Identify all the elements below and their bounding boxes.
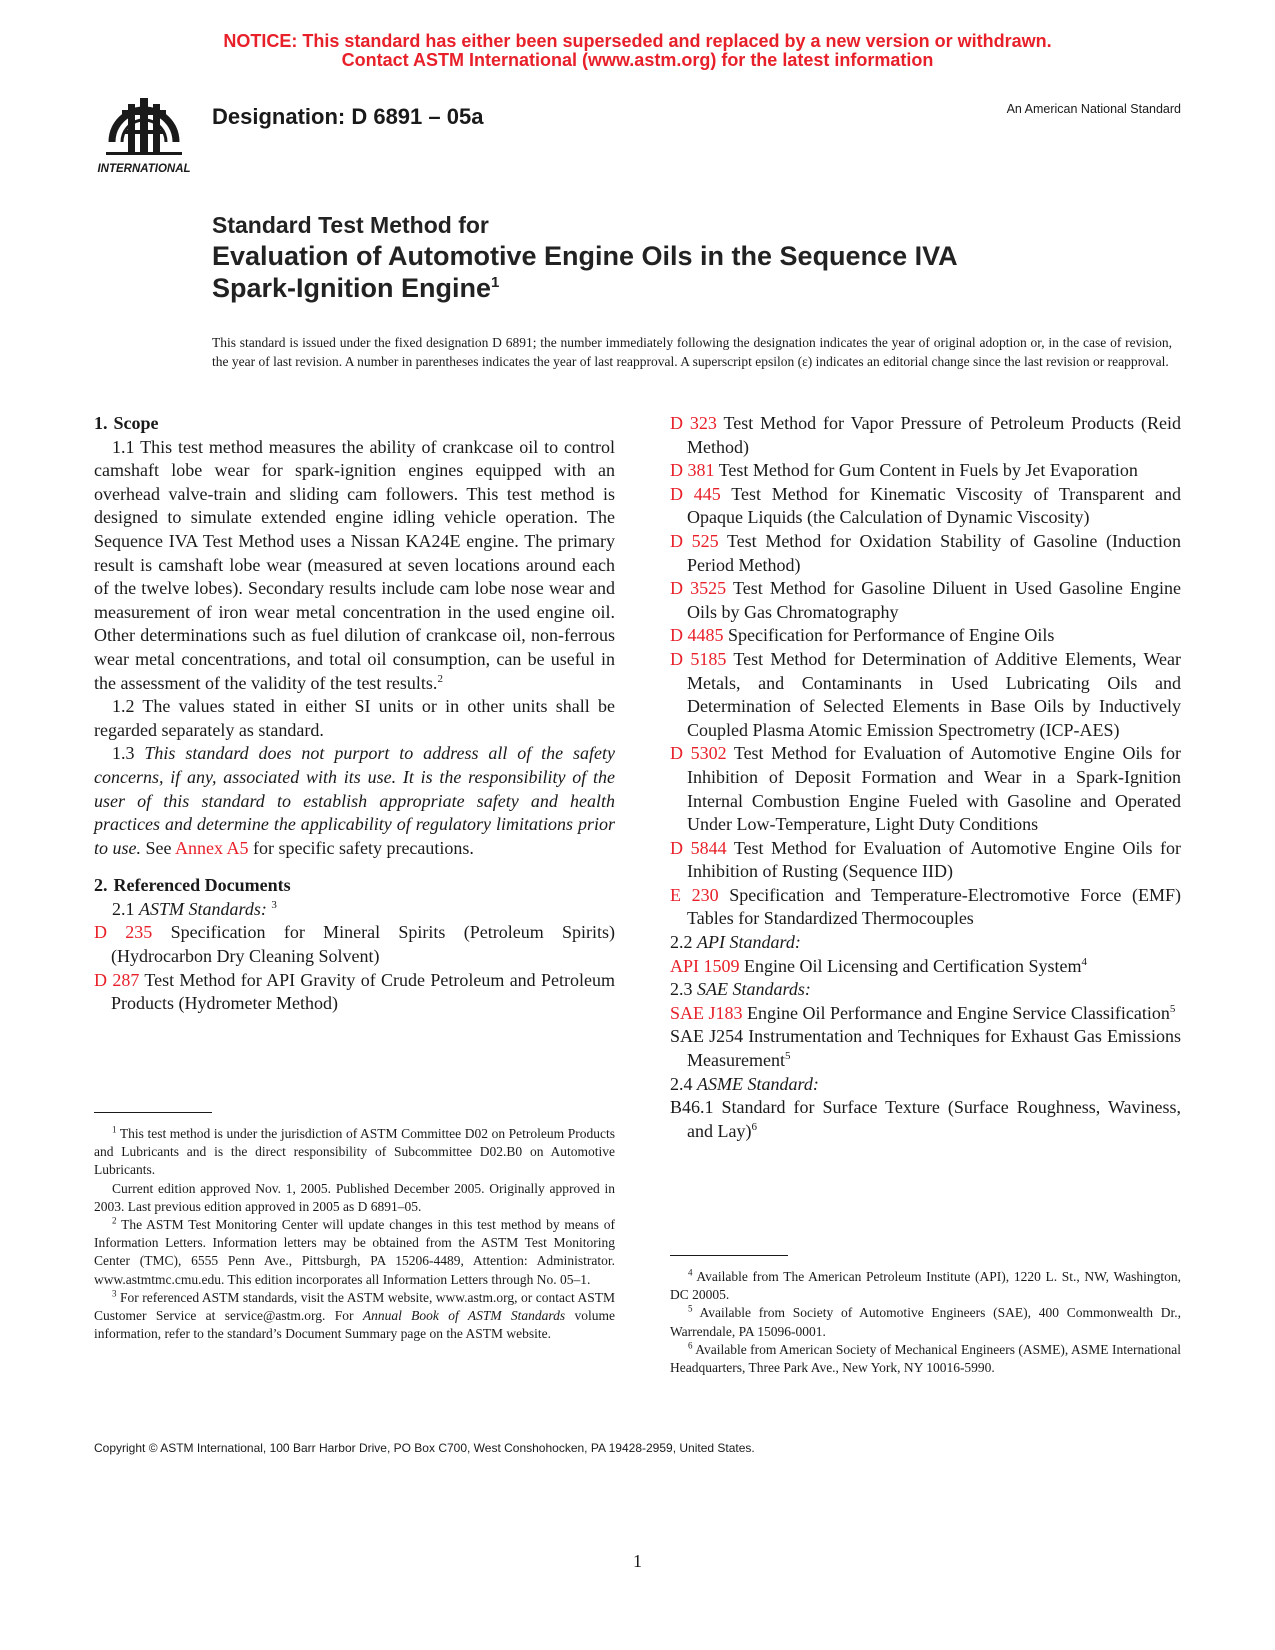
astm-logo [92, 86, 196, 182]
withdrawn-notice [0, 32, 1275, 70]
sae-standards-label: 2.3 SAE Standards: [670, 979, 811, 1000]
title-line-1: Standard Test Method for [212, 212, 489, 238]
right-column [670, 412, 1181, 1143]
ref-item: D 525 Test Method for Oxidation Stability of Gasoline (Induction Period Method) [670, 530, 1182, 575]
copyright: Copyright © ASTM International, 100 Barr Harbor Drive, PO Box C700, West Conshohocken, PA 19428-2959, United States. [94, 1441, 755, 1455]
notice-line-1: NOTICE: This standard has either been superseded and replaced by a new version or withdrawn. [223, 31, 1052, 51]
ref-item: D 5844 Test Method for Evaluation of Automotive Engine Oils for Inhibition of Rusting (Sequence IID) [670, 837, 1182, 882]
astm-logo-icon [92, 86, 196, 182]
ref-link[interactable]: D 3525 [670, 578, 727, 599]
footnote-6: $^6$ Available from American Society of Mechanical Engineers (ASME), ASME International Headquarters, Three Park Ave., New York, NY 10016-5990. [670, 1340, 1181, 1376]
scope-para-2: 1.2 The values stated in either SI units or in other units shall be regarded separately as standard. [94, 696, 615, 740]
ref-link[interactable]: D 323 [670, 413, 717, 433]
ref-item: D 3525 Test Method for Gasoline Diluent in Used Gasoline Engine Oils by Gas Chromatography [670, 578, 1181, 622]
ref-link[interactable]: D 5302 [670, 743, 727, 764]
astm-standards-label: 2.1 ASTM Standards: $^3$ [112, 898, 277, 919]
document-title [212, 210, 1172, 304]
asme-standard-label: 2.4 ASME Standard: [670, 1073, 819, 1094]
annex-a5-link[interactable]: Annex A5 [175, 837, 249, 858]
title-line-3-wrap [212, 272, 1172, 304]
ref-item: D 287 Test Method for API Gravity of Crude Petroleum and Petroleum Products (Hydrometer Method) [94, 969, 615, 1014]
ref-item: D 445 Test Method for Kinematic Viscosity of Transparent and Opaque Liquids (the Calculation of Dynamic Viscosity) [670, 483, 1182, 528]
ref-item: E 230 Specification and Temperature-Electromotive Force (EMF) Tables for Standardized Thermocouples [670, 884, 1181, 929]
issue-statement: This standard is issued under the fixed designation D 6891; the number immediately following the designation indicates the year of original adoption or, in the case of revision, the year of last revision. A number in parentheses indicates the year of last reapproval. A superscript epsilon (ε) indicates an editorial change since the last revision or reapproval. [212, 335, 1172, 369]
ref-link[interactable]: E 230 [670, 884, 719, 905]
ref-item: B46.1 Standard for Surface Texture (Surface Roughness, Waviness, and Lay)$^6$ [670, 1097, 1181, 1141]
title-line-2: Evaluation of Automotive Engine Oils in the Sequence IVA [212, 241, 958, 271]
ref-link[interactable]: SAE J183 [670, 1002, 743, 1023]
footnote-3: $^3$ For referenced ASTM standards, visit the ASTM website, www.astm.org, or contact ASTM Customer Service at service@astm.org. For Annual Book of ASTM Standards volume information, refer to the standard’s Document Summary page on the ASTM website. [94, 1288, 616, 1342]
ref-item: D 4485 Specification for Performance of Engine Oils [670, 625, 1055, 646]
ref-link[interactable]: D 235 [94, 922, 153, 943]
footnotes-right [670, 1268, 1181, 1377]
ref-link[interactable]: D 5844 [670, 837, 727, 858]
title-line-3: Spark-Ignition Engine [212, 273, 492, 303]
ref-link[interactable]: D 5185 [670, 648, 727, 669]
scope-para-3: 1.3 This standard does not purport to address all of the safety concerns, if any, associated with its use. It is the responsibility of the user of this standard to establish appropriate safety and health practices and determine the applicability of regulatory limitations prior to use. See Annex A5 for specific safety precautions. [94, 743, 616, 858]
ref-item: D 323 Test Method for Vapor Pressure of Petroleum Products (Reid Method) [670, 413, 1181, 457]
ref-item: D 5302 Test Method for Evaluation of Automotive Engine Oils for Inhibition of Deposit Formation and Wear in a Spark-Ignition Internal Combustion Engine Fueled with Gasoline and Operated Under Low-Temperature, Light Duty Conditions [670, 743, 1182, 835]
ref-item: SAE J254 Instrumentation and Techniques for Exhaust Gas Emissions Measurement$^5$ [670, 1026, 1182, 1071]
ref-link[interactable]: D 381 [670, 460, 715, 481]
footnote-2: $^2$ The ASTM Test Monitoring Center will update changes in this test method by means of Information Letters. Information letters may be obtained from the ASTM Test Monitoring Center (TMC), 6555 Penn Ave., Pittsburgh, PA 15206-4489, Attention: Administrator. www.astmtmc.cmu.edu. This edition incorporates all Information Letters through No. 05–1. [94, 1215, 615, 1287]
scope-heading: 1. Scope [94, 413, 159, 433]
left-column [94, 412, 615, 1016]
footnote-rule-left [94, 1112, 212, 1113]
footnotes-left [94, 1125, 615, 1343]
logo-text: INTERNATIONAL [97, 163, 191, 175]
ref-item: SAE J183 Engine Oil Performance and Engine Service Classification$^5$ [670, 1002, 1176, 1023]
ref-item: D 235 Specification for Mineral Spirits (Petroleum Spirits) (Hydrocarbon Dry Cleaning Solvent) [94, 922, 616, 967]
footnote-5: $^5$ Available from Society of Automotive Engineers (SAE), 400 Commonwealth Dr., Warrendale, PA 15096-0001. [670, 1303, 1181, 1339]
ref-link[interactable]: D 525 [670, 530, 719, 551]
page-number: 1 [633, 1551, 642, 1571]
ref-item: D 381 Test Method for Gum Content in Fuels by Jet Evaporation [670, 460, 1138, 481]
footnote-rule-right [670, 1255, 788, 1256]
referenced-heading: 2. Referenced Documents [94, 875, 291, 896]
designation: Designation: D 6891 – 05a [212, 104, 484, 129]
scope-para-1: 1.1 This test method measures the ability of crankcase oil to control camshaft lobe wear for spark-ignition engines equipped with an overhead valve-train and sliding cam followers. This test method is designed to simulate extended engine idling vehicle operation. The Sequence IVA Test Method uses a Nissan KA24E engine. The primary result is camshaft lobe wear (measured at seven locations around each of the twelve lobes). Secondary results include cam lobe nose wear and measurement of iron wear metal concentration in the used engine oil. Other determinations such as fuel dilution of crankcase oil, non-ferrous wear metal concentrations, and total oil consumption, can be useful in the assessment of the validity of the test results.$^2$ [94, 436, 615, 693]
ref-link[interactable]: D 4485 [670, 625, 724, 646]
ref-link[interactable]: D 445 [670, 483, 721, 504]
ref-link[interactable]: API 1509 [670, 955, 740, 976]
footnote-4: $^4$ Available from The American Petroleum Institute (API), 1220 L. St., NW, Washington, DC 20005. [670, 1267, 1181, 1303]
title-footnote-mark: 1 [491, 274, 500, 291]
ref-link[interactable]: D 287 [94, 969, 140, 990]
national-standard-label: An American National Standard [1006, 102, 1181, 116]
notice-line-2: Contact ASTM International (www.astm.org) for the latest information [341, 50, 934, 70]
ref-item: D 5185 Test Method for Determination of Additive Elements, Wear Metals, and Contaminants in Used Lubricating Oils and Determination of Selected Elements in Base Oils by Inductively Coupled Plasma Atomic Emission Spectrometry (ICP-AES) [670, 648, 1181, 740]
api-standard-label: 2.2 API Standard: [670, 932, 801, 953]
footnote-1: $^1$ This test method is under the jurisdiction of ASTM Committee D02 on Petroleum Products and Lubricants and is the direct responsibility of Subcommittee D02.B0 on Automotive Lubricants. [94, 1124, 615, 1178]
ref-item: API 1509 Engine Oil Licensing and Certification System$^4$ [670, 955, 1087, 976]
footnote-1b: Current edition approved Nov. 1, 2005. Published December 2005. Originally approved in 2003. Last previous edition approved in 2005 as D 6891–05. [94, 1180, 615, 1214]
